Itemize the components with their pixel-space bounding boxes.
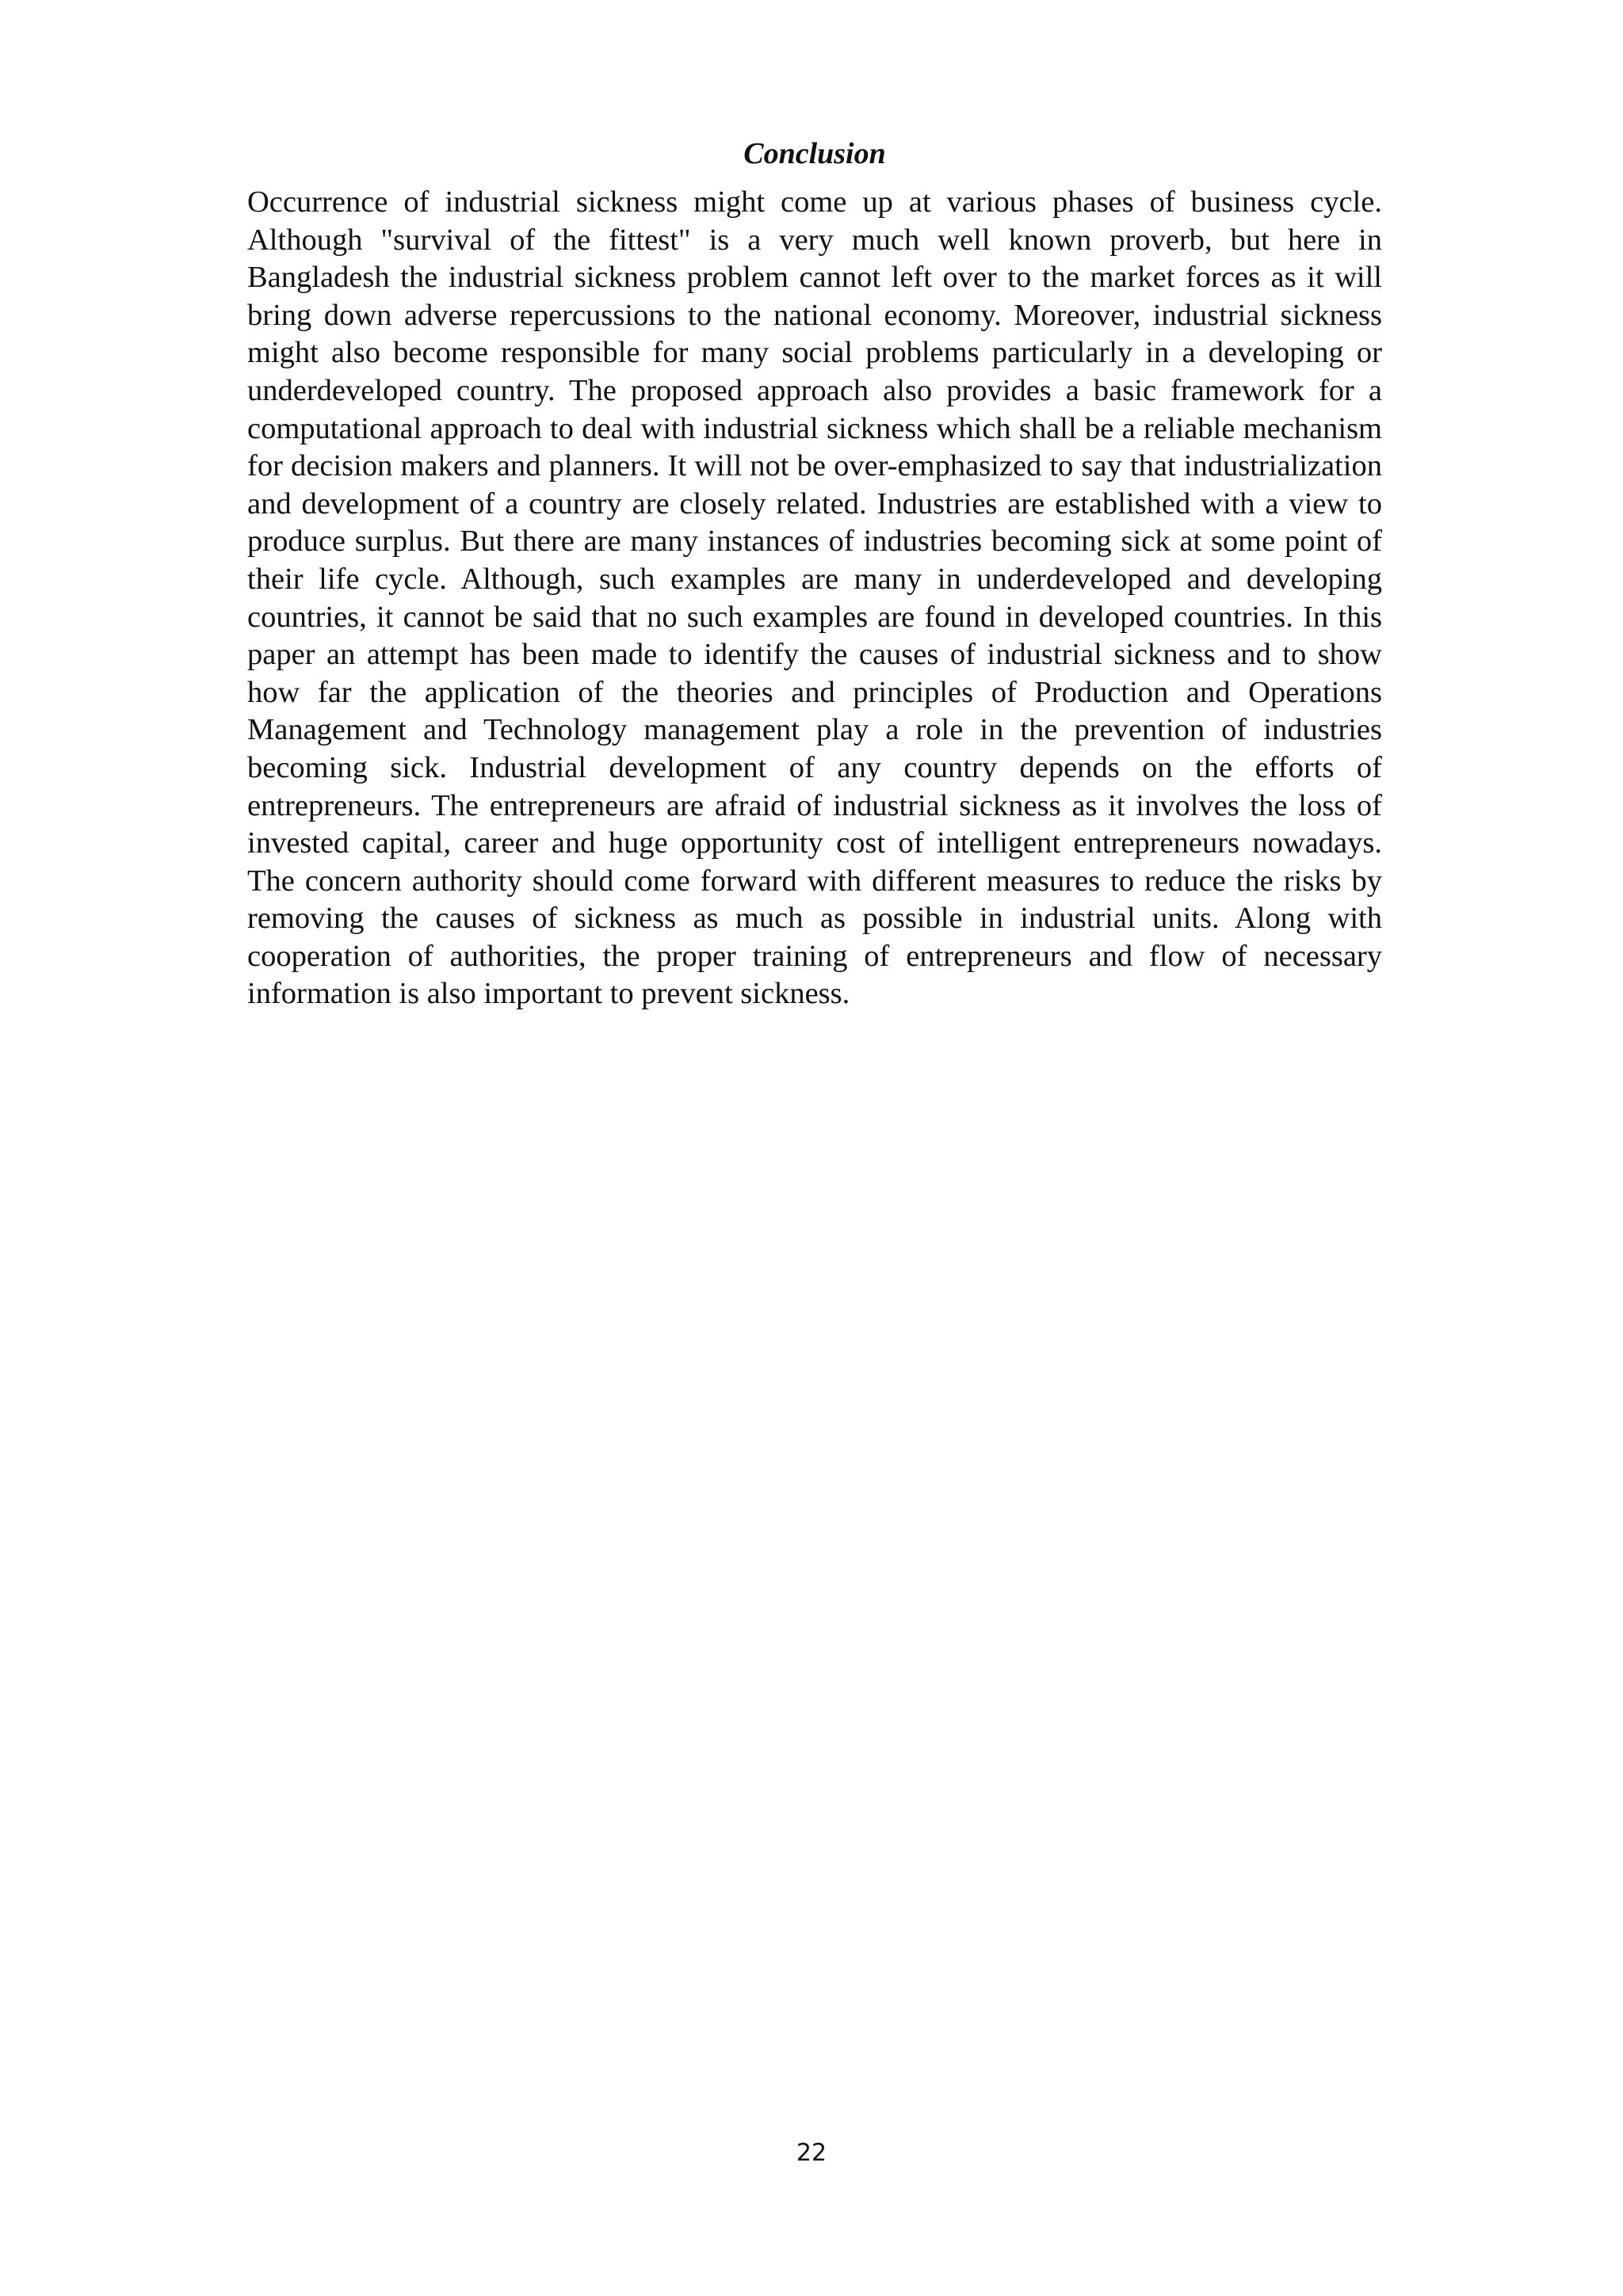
conclusion-paragraph: Occurrence of industrial sickness might come up at various phases of business cycle. Although "survival of the fittest" is a very much well known proverb, but here in Bangladesh the industrial sickness problem cannot left over to the market forces as it will bring down adverse repercussions to the national economy. Moreover, industrial sickness might also become responsible for many social problems particularly in a developing or underdeveloped country. The proposed approach also provides a basic framework for a computational approach to deal with industrial sickness which shall be a reliable mechanism for decision makers and planners. It will not be over-emphasized to say that industrialization and development of a country are closely related. Industries are established with a view to produce surplus. But there are many instances of industries becoming sick at some point of their life cycle. Although, such examples are many in underdeveloped and developing countries, it cannot be said that no such examples are found in developed countries. In this paper an attempt has been made to identify the causes of industrial sickness and to show how far the application of the theories and principles of Production and Operations Management and Technology management play a role in the prevention of industries becoming sick. Industrial development of any country depends on the efforts of entrepreneurs. The entrepreneurs are afraid of industrial sickness as it involves the loss of invested capital, career and huge opportunity cost of intelligent entrepreneurs nowadays. The concern authority should come forward with different measures to reduce the risks by removing the causes of sickness as much as possible in industrial units. Along with cooperation of authorities, the proper training of entrepreneurs and flow of necessary information is also important to prevent sickness. — [247, 185, 1382, 1011]
section-heading: Conclusion — [743, 137, 886, 170]
page-number: 22 — [796, 2139, 827, 2167]
